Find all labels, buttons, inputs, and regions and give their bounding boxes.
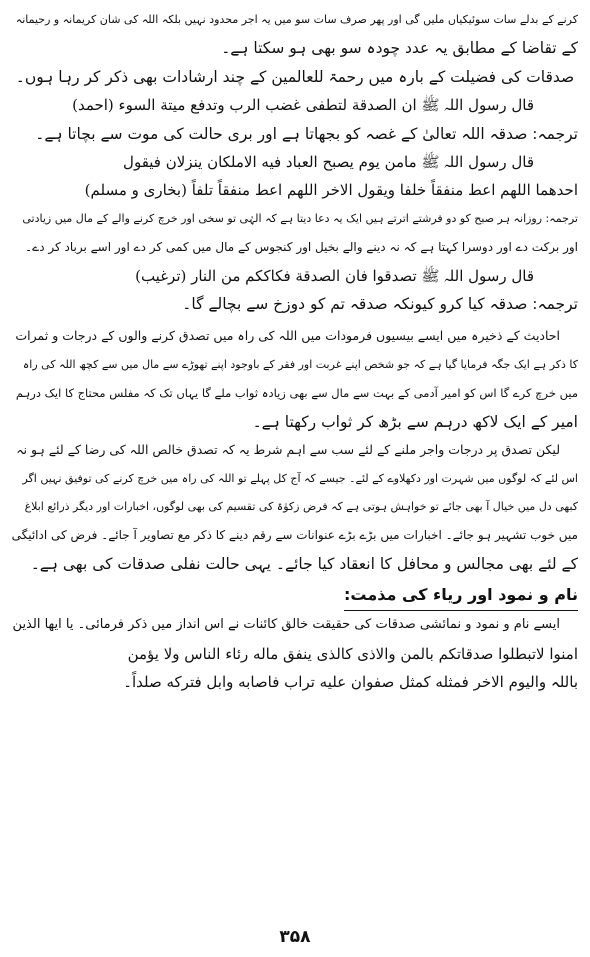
hadith-2-arabic-line-2: احدھما اللھم اعط منفقاً خلفا ویقول الاخر اللھم اعط منفقاً تلفاً (بخاری و مسلم) bbox=[84, 181, 578, 200]
paragraph-1-line-1: احادیث کے ذخیرہ میں ایسے بیسیوں فرمودات میں اللہ کی راہ میں تصدق کرنے والوں کے درجات و ثمرات bbox=[15, 328, 560, 344]
paragraph-1-line-3: میں خرچ کرے گا اس کو امیر آدمی کے بہت سے مال سے بھی زیادہ ثواب ملے گا یہاں تک کہ مفلس محتاج کا ایک درہم bbox=[15, 386, 578, 401]
translation-1: ترجمہ: صدقہ اللہ تعالیٰ کے غصہ کو بجھاتا ہے اور بری حالت کی موت سے بچاتا ہے۔ bbox=[35, 124, 578, 143]
paragraph-2-line-5: کے لئے بھی مجالس و محافل کا انعقاد کیا جائے۔ یہی حالت نفلی صدقات کی بھی ہے۔ bbox=[30, 554, 578, 573]
hadith-3-arabic: قال رسول اللہ ﷺ تصدقوا فان الصدقة فکاککم من النار (ترغیب) bbox=[135, 266, 534, 285]
hadith-2-arabic-line-1: قال رسول اللہ ﷺ مامن یوم یصبح العباد فیه الاملکان ینزلان فیقول bbox=[123, 153, 534, 172]
intro-line: صدقات کی فضیلت کے بارہ میں رحمۃ للعالمین کے چند ارشادات بھی ذکر کر رہا ہوں۔ bbox=[15, 67, 575, 86]
paragraph-3-line-1: ایسے نام و نمود و نمائشی صدقات کی حقیقت خالق کائنات نے اس انداز میں ذکر فرمائی۔ یا ایھا الذین bbox=[12, 617, 560, 633]
section-heading-wrap bbox=[12, 578, 578, 611]
quran-verse-line-2: باللہ والیوم الاخر فمثله کمثل صفوان علیه تراب فاصابه وابل فترکه صلداً۔ bbox=[123, 672, 578, 691]
quran-verse-line-1: امنوا لاتبطلوا صدقاتکم بالمن والاذی کالذی ینفق ماله رئاء الناس ولا یؤمن bbox=[127, 644, 578, 663]
paragraph-2-line-1: لیکن تصدق پر درجات واجر ملنے کے لئے سب سے اہم شرط یہ کہ تصدق خالص اللہ کی رضا کے لئے ہو نہ bbox=[16, 442, 560, 458]
hadith-1-arabic: قال رسول اللہ ﷺ ان الصدقة لتطفی غضب الرب وتدفع میتة السوء (احمد) bbox=[72, 96, 534, 115]
section-heading: نام و نمود اور ریاء کی مذمت: bbox=[344, 580, 578, 611]
translation-2-line-1: ترجمہ: روزانہ ہر صبح کو دو فرشتے اترتے ہیں ایک یہ دعا دیتا ہے کہ الہٰی تو سخی اور خرچ کرنے والے کے مال میں زیادتی bbox=[22, 211, 578, 225]
page-number: ۳۵۸ bbox=[279, 927, 311, 947]
paragraph-2-line-3: کبھی دل میں خیال آ بھی جائے تو خواہش ہوتی ہے کہ فرض زکوٰۃ کی تقسیم کی بھی لوگوں، اخبارات اور دیگر ذرائع ابلاغ bbox=[24, 499, 578, 513]
paragraph-2-line-2: اس لئے کہ لوگوں میں شہرت اور دکھلاوے کے لئے۔ جیسے کہ آج کل پہلے تو اللہ کی راہ میں خرچ کرنے کی توفیق نہیں اگر bbox=[22, 471, 578, 485]
translation-3: ترجمہ: صدقہ کیا کرو کیونکہ صدقہ تم کو دوزخ سے بچالے گا۔ bbox=[182, 295, 578, 314]
paragraph-1-line-2: کا ذکر ہے ایک جگہ فرمایا گیا ہے کہ جو شخص اپنے غربت اور فقر کے باوجود اپنے تھوڑے سے مال میں سے کچھ اللہ کی راہ bbox=[22, 357, 578, 371]
text-line-2: کے تقاضا کے مطابق یہ عدد چودہ سو بھی ہو سکتا ہے۔ bbox=[221, 39, 578, 58]
translation-2-line-2: اور برکت دے اور دوسرا کہتا ہے کہ نہ دینے والے بخیل اور کنجوس کے مال میں کمی کر دے اور اسے برباد کر دے۔ bbox=[25, 240, 578, 255]
paragraph-2-line-4: میں خوب تشہیر ہو جائے۔ اخبارات میں بڑے بڑے عنوانات سے رقم دینے کا ذکر مع تصاویر آ جائے۔ فرض کی ادائیگی bbox=[12, 528, 578, 543]
paragraph-1-line-4: امیر کے ایک لاکھ درہم سے بڑھ کر ثواب رکھتا ہے۔ bbox=[252, 412, 578, 431]
text-line-1: کرنے کے بدلے سات سوئیکیاں ملیں گی اور پھر صرف سات سو میں یہ اجر محدود نہیں بلکہ اللہ کی شان کریمانہ و رحیمانہ bbox=[15, 13, 578, 26]
